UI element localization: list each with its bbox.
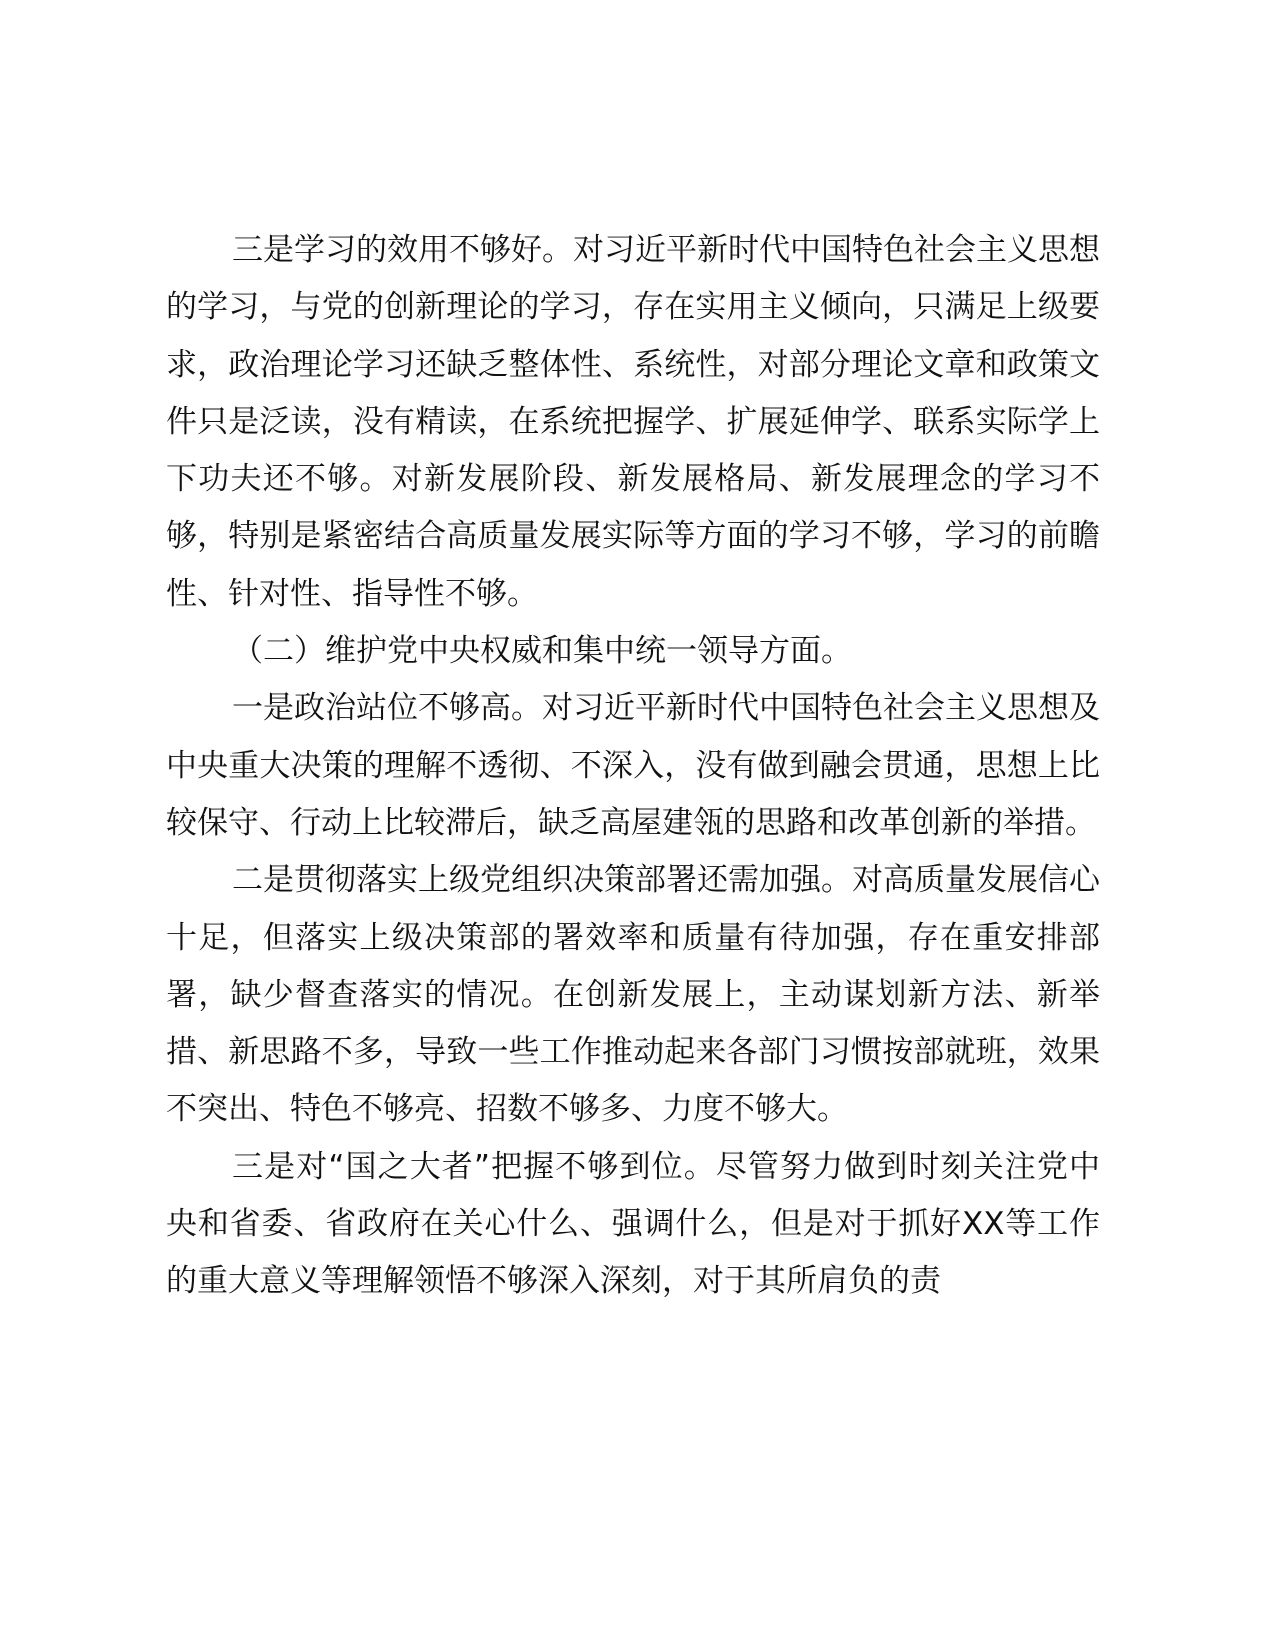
- paragraph-political-stance: 一是政治站位不够高。对习近平新时代中国特色社会主义思想及中央重大决策的理解不透彻、不深入，没有做到融会贯通，思想上比较保守、行动上比较滞后，缺乏高屋建瓴的思路和改革创新的举措。: [166, 690, 1100, 841]
- paragraph-national-priorities: 三是对“国之大者”把握不够到位。尽管努力做到时刻关注党中央和省委、省政府在关心什么、强调什么，但是对于抓好XX等工作的重大意义等理解领悟不够深入深刻，对于其所肩负的责: [166, 1148, 1100, 1300]
- section-heading-2: （二）维护党中央权威和集中统一领导方面。: [232, 633, 852, 670]
- paragraph-implementation: 二是贯彻落实上级党组织决策部署还需加强。对高质量发展信心十足，但落实上级决策部的署效率和质量有待加强，存在重安排部署，缺少督查落实的情况。在创新发展上，主动谋划新方法、新举措、新思路不多，导致一些工作推动起来各部门习惯按部就班，效果不突出、特色不够亮、招数不够多、力度不够大。: [166, 862, 1100, 1128]
- paragraph-learning-effect: 三是学习的效用不够好。对习近平新时代中国特色社会主义思想的学习，与党的创新理论的学习，存在实用主义倾向，只满足上级要求，政治理论学习还缺乏整体性、系统性，对部分理论文章和政策文件只是泛读，没有精读，在系统把握学、扩展延伸学、联系实际学上下功夫还不够。对新发展阶段、新发展格局、新发展理念的学习不够，特别是紧密结合高质量发展实际等方面的学习不够，学习的前瞻性、针对性、指导性不够。: [166, 232, 1100, 612]
- document-body: [166, 222, 1100, 1311]
